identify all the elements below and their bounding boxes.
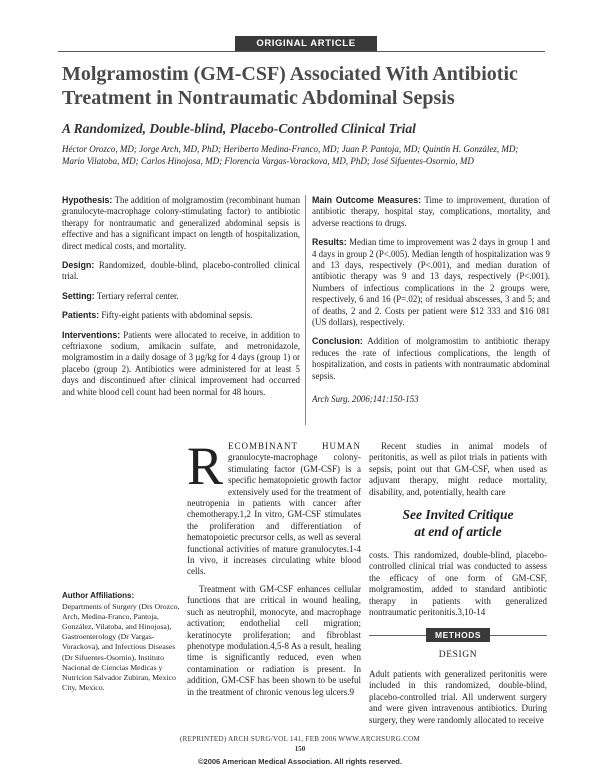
invited-line-2: at end of article: [414, 524, 502, 540]
abstract-outcomes: [312, 195, 550, 229]
abstract-patients: [62, 310, 300, 321]
outcome-text: Time to improvement, duration of antibiotic therapy, hospital stay, complications, mortality, and adverse reactions to drugs.: [312, 195, 550, 228]
drop-cap: R: [187, 436, 224, 496]
body-right-column: [369, 441, 547, 732]
setting-text: Tertiary referral center.: [96, 290, 179, 301]
results-label: Results:: [312, 237, 347, 248]
top-rule: [58, 51, 545, 52]
affiliations-heading: Author Affiliations:: [62, 591, 135, 600]
abstract-setting: [62, 291, 300, 302]
footer-page-number: 150: [294, 745, 306, 753]
affiliations-text: Departments of Surgery (Drs Orozco, Arch, Medina-Franco, Pantoja, González, Vilatoba, and Hinojosa), Gastroenterology (Dr Vargas-Vorackova), and Infectious Diseases (Dr Sifuentes-Osornio), Instituto Nacional de Ciencias Medicas y Nutricion Salvador Zubiran, Mexico City, Mexico.: [62, 602, 180, 692]
abstract-left-column: [62, 195, 300, 406]
hypothesis-text: The addition of molgramostim (recombinant human granulocyte-macrophage colony-stimulating factor) to antibiotic therapy for nontraumatic and generalized abdominal sepsis is effective and has a significant impact on length of hospitalization, direct medical costs, and mortality.: [62, 195, 301, 251]
invited-line-1: See Invited Critique: [402, 507, 514, 523]
lead-caps: ECOMBINANT HUMAN: [228, 441, 361, 451]
results-text: Median time to improvement was 2 days in group 1 and 4 days in group 2 (P<.005). Median length of hospitalization was 9 and 13 days, respectively (P<.001), and median duration of antibiotic therapy was 9 and 13 days, respectively (P<.001). Numbers of infectious complications in the 2 groups were, respectively, 6 and 16 (P=.02); of residual abscesses, 3 and 5; and of deaths, 2 and 2. Costs per patient were $12 333 and $16 081 (US dollars), respectively.: [312, 237, 550, 328]
abstract-hypothesis: [62, 195, 300, 252]
footer-journal-line: (REPRINTED) ARCH SURG/VOL 141, FEB 2006 WWW.ARCHSURG.COM: [180, 735, 420, 743]
invited-critique-callout: [369, 506, 547, 540]
abstract-right-column: [312, 195, 550, 406]
author-affiliations: [62, 591, 180, 693]
patients-text: Fifty-eight patients with abdominal sepsis.: [101, 310, 253, 321]
conclusion-text: Addition of molgramostim to antibiotic therapy reduces the rate of infectious complications, the length of hospitalization, and costs in patients with nontraumatic abdominal sepsis.: [312, 336, 550, 381]
body-middle-column: [187, 436, 361, 704]
patients-label: Patients:: [62, 310, 100, 321]
setting-label: Setting:: [62, 290, 95, 301]
abstract-design: [62, 260, 300, 283]
interventions-text: Patients were allocated to receive, in addition to ceftriaxone sodium, amikacin sulfate, and metronidazole, molgramostim in a daily dosage of 3 µg/kg for 4 days (group 1) or placebo (group 2). Antibiotics were administered for at least 5 days and discontinued after clinical improvement had occurred and white blood cell count had been normal for 48 hours.: [62, 329, 300, 397]
intro-text: granulocyte-macrophage colony-stimulating factor (GM-CSF) is a specific hematopoietic growth factor extensively used for the treatment of neutropenia in patients with cancer after chemotherapy.1,2 In vitro, GM-CSF stimulates the proliferation and differentiation of hematopoietic precursor cells, as well as several functional activities of mature granulocytes.1-4 In vivo, it increases circulating white blood cells.: [187, 452, 361, 577]
abstract-conclusion: [312, 336, 550, 382]
interventions-label: Interventions:: [62, 329, 121, 340]
abstract-results: [312, 237, 550, 328]
body-paragraph-5: Adult patients with generalized peritonitis were included in this randomized, double-blind, placebo-controlled trial. All underwent surgery and were given intravenous antibiotics. During surgery, they were randomly allocated to receive: [369, 668, 547, 725]
footer-copyright: ©2006 American Medical Association. All rights reserved.: [198, 757, 402, 766]
abstract-interventions: [62, 330, 300, 398]
citation: Arch Surg. 2006;141:150-153: [312, 394, 419, 405]
article-subtitle: A Randomized, Double-blind, Placebo-Controlled Clinical Trial: [62, 121, 416, 136]
intro-paragraph: [187, 436, 361, 578]
design-text: Randomized, double-blind, placebo-controlled clinical trial.: [62, 260, 300, 282]
body-paragraph-3: Recent studies in animal models of peritonitis, as well as pilot trials in patients with sepsis, point out that GM-CSF, when used as adjuvant therapy, might reduce mortality, disability, and, potentially, health care: [369, 441, 547, 497]
section-tag: ORIGINAL ARTICLE: [235, 36, 377, 51]
body-paragraph-2: Treatment with GM-CSF enhances cellular functions that are critical in wound healing, such as neutrophil, monocyte, and macrophage activation; endothelial cell migration; keratinocyte proliferation; and fibroblast phenotype modulation.4,5-8 As a result, healing time is significantly reduced, even when contamination or radiation is present. In addition, GM-CSF has been shown to be useful in the treatment of chronic venous leg ulcers.9: [187, 583, 361, 697]
design-label: Design:: [62, 260, 95, 271]
conclusion-label: Conclusion:: [312, 336, 363, 347]
outcome-label: Main Outcome Measures:: [312, 195, 422, 205]
article-title: Molgramostim (GM-CSF) Associated With Antibiotic Treatment in Nontraumatic Abdominal Sepsis: [62, 63, 518, 109]
abstract-divider: [305, 195, 306, 425]
hypothesis-label: Hypothesis:: [62, 195, 113, 205]
methods-label: METHODS: [426, 628, 490, 642]
methods-header: [369, 628, 547, 642]
author-list: Héctor Orozco, MD; Jorge Arch, MD, PhD; Heriberto Medina-Franco, MD; Juan P. Pantoja, MD; Quintín H. González, MD; Mario Vilatoba, MD; Carlos Hinojosa, MD; Florencia Vargas-Vorackova, MD, PhD; José Sifuentes-Osornio, MD: [62, 144, 519, 166]
body-paragraph-4: costs. This randomized, double-blind, placebo-controlled clinical trial was conducted to assess the efficacy of one form of GM-CSF, molgramostim, added to standard antibiotic therapy in patients with generalized nontraumatic peritonitis.3,10-14: [369, 550, 547, 618]
design-heading: DESIGN: [438, 650, 478, 661]
